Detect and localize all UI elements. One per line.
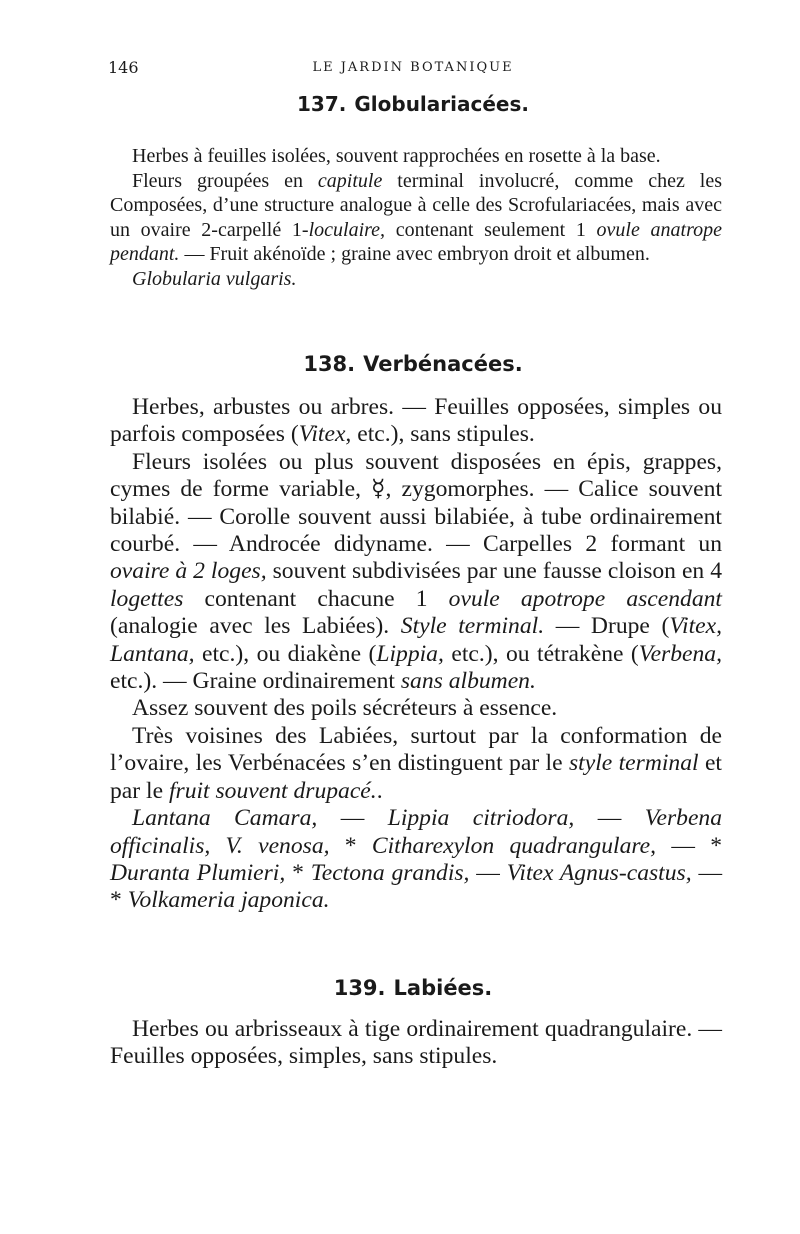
italic-run: Vitex Agnus-castus, <box>506 859 692 886</box>
italic-run: Vitex, Lantana, <box>110 613 722 667</box>
italic-run: Tectona grandis, <box>310 859 470 886</box>
text-run: contenant chacune 1 <box>183 585 449 612</box>
text-run: etc.). — Graine ordinairement <box>110 668 401 695</box>
italic-run: ovule apotrope ascendant <box>448 585 722 612</box>
text-run: — * <box>110 859 723 914</box>
text-run: terminal involucré, comme chez les Composées, d’une structure analogue à celle des Scrofulariacées, mais avec un ovaire 2-carpellé 1- <box>110 169 722 241</box>
text-run: contenant seulement 1 <box>385 218 597 241</box>
italic-run: ovule anatrope pendant. <box>110 218 722 265</box>
text-run: etc.), ou tétrakène ( <box>443 640 639 667</box>
paragraph <box>110 394 722 449</box>
text-run: . <box>376 777 383 804</box>
text-run: (analogie avec les Labiées). <box>110 613 401 640</box>
italic-run: Lippia citriodora, <box>387 805 575 832</box>
section-heading-137 <box>108 92 718 116</box>
text-run: Assez souvent des poils sécréteurs à essence. <box>132 695 558 722</box>
running-head: LE JARDIN BOTANIQUE <box>312 60 514 75</box>
text-run: — Fruit akénoïde ; graine avec embryon droit et albumen. <box>179 243 650 265</box>
page-header <box>108 58 718 82</box>
italic-run: loculaire, <box>308 218 386 241</box>
paragraph <box>110 695 722 722</box>
text-run: et par le <box>110 750 722 804</box>
paragraph <box>110 267 722 292</box>
text-run: — <box>574 805 645 832</box>
section-body-138 <box>110 394 722 915</box>
text-run: * <box>285 859 311 886</box>
text-run: etc.), ou diakène ( <box>194 640 377 667</box>
italic-run: Volkameria japonica. <box>127 887 330 914</box>
page-number: 146 <box>108 58 139 77</box>
section-title: Globulariacées. <box>354 92 529 116</box>
text-run: souvent subdivisées par une fausse cloison en 4 <box>266 558 722 585</box>
paragraph <box>110 1016 722 1071</box>
text-run: Très voisines des Labiées, surtout par la conformation de l’ovaire, les Verbénacées s’en distinguent par le <box>110 722 722 777</box>
section-body-139 <box>110 1016 722 1071</box>
section-number: 138. <box>303 352 356 376</box>
section-heading-139 <box>108 976 718 1000</box>
italic-run: Lantana Camara, <box>132 805 318 832</box>
italic-run: Duranta Plumieri, <box>110 859 286 886</box>
paragraph <box>110 449 722 696</box>
text-run: — Drupe ( <box>544 613 670 640</box>
paragraph <box>110 169 722 267</box>
text-run: — <box>317 805 388 832</box>
italic-run: sans albumen. <box>400 668 536 695</box>
section-heading-138 <box>108 352 718 376</box>
paragraph <box>110 144 722 169</box>
section-body-137 <box>110 144 722 291</box>
italic-run: Verbena, <box>638 640 722 667</box>
italic-run: style terminal <box>568 750 699 777</box>
paragraph <box>110 723 722 805</box>
section-title: Verbénacées. <box>363 352 523 376</box>
text-run: Herbes, arbustes ou arbres. — Feuilles opposées, simples ou parfois composées ( <box>110 394 722 448</box>
italic-run: Citharexylon quadrangulare, <box>371 832 657 859</box>
italic-run: Lippia, <box>376 640 444 667</box>
section-number: 139. <box>333 976 386 1000</box>
italic-run: Globularia vulgaris. <box>132 267 297 290</box>
italic-run: Style terminal. <box>400 613 545 640</box>
text-run: Fleurs groupées en <box>132 169 318 192</box>
text-run: Herbes à feuilles isolées, souvent rapprochées en rosette à la base. <box>132 145 661 167</box>
italic-run: logettes <box>110 585 184 612</box>
text-run: Fleurs isolées ou plus souvent disposées en épis, grappes, cymes de forme variable, ☿, zygomorphes. — Calice souvent bilabié. — Corolle souvent aussi bilabiée, à tube ordinairement courbé. — Androcée didyname. — Carpelles 2 formant un <box>110 448 722 558</box>
italic-run: Vitex, <box>298 421 352 448</box>
section-title: Labiées. <box>393 976 493 1000</box>
text-run: etc.), sans stipules. <box>351 421 535 448</box>
italic-run: Verbena officinalis, V. venosa, <box>110 805 723 859</box>
italic-run: fruit souvent drupacé. <box>168 777 377 804</box>
section-number: 137. <box>297 92 347 116</box>
text-run: Herbes ou arbrisseaux à tige ordinairement quadrangulaire. — Feuilles opposées, simples, sans stipules. <box>110 1016 722 1070</box>
italic-run: ovaire à 2 loges, <box>110 558 267 585</box>
paragraph <box>110 805 722 915</box>
text-run: — <box>469 859 507 886</box>
text-run: — * <box>656 832 723 859</box>
text-run: * <box>329 832 372 859</box>
italic-run: capitule <box>317 169 383 192</box>
